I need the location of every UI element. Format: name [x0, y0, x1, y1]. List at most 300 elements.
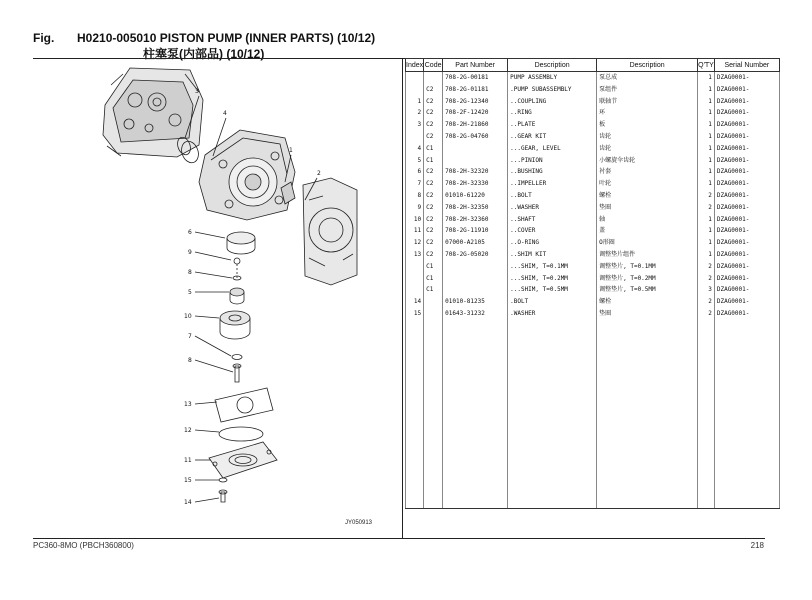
part-number-cell: 708-2H-32350: [443, 202, 508, 214]
empty-cell: [443, 497, 508, 509]
table-empty-row: [406, 343, 780, 355]
code-cell: C2: [424, 107, 443, 119]
table-row: [406, 166, 780, 178]
empty-cell: [508, 332, 597, 344]
serial-number-cell: DZAG0001-: [714, 96, 779, 108]
empty-cell: [597, 438, 698, 450]
empty-cell: [714, 485, 779, 497]
description-cell: ..COVER: [508, 225, 597, 237]
empty-cell: [406, 402, 424, 414]
table-row: [406, 84, 780, 96]
table-row: [406, 273, 780, 285]
diagram-label-15: 15: [184, 477, 192, 484]
table-empty-row: [406, 355, 780, 367]
qty-cell: 1: [698, 155, 715, 167]
description-cell: ...PINION: [508, 155, 597, 167]
col-description: Description: [508, 59, 597, 72]
index-cell: [406, 84, 424, 96]
index-cell: 9: [406, 202, 424, 214]
empty-cell: [698, 402, 715, 414]
description-cell: ..O-RING: [508, 237, 597, 249]
qty-cell: 2: [698, 308, 715, 320]
table-empty-row: [406, 332, 780, 344]
empty-cell: [406, 379, 424, 391]
empty-cell: [406, 414, 424, 426]
part-number-cell: 708-2G-11910: [443, 225, 508, 237]
code-cell: C2: [424, 96, 443, 108]
empty-cell: [714, 332, 779, 344]
table-empty-row: [406, 438, 780, 450]
description-cell: .PUMP SUBASSEMBLY: [508, 84, 597, 96]
code-cell: C2: [424, 131, 443, 143]
description-cn-cell: 垫圈: [597, 308, 698, 320]
part-number-cell: [443, 284, 508, 296]
description-cell: ..GEAR KIT: [508, 131, 597, 143]
serial-number-cell: DZAG0001-: [714, 178, 779, 190]
empty-cell: [406, 485, 424, 497]
table-row: [406, 284, 780, 296]
empty-cell: [424, 332, 443, 344]
col-code: Code: [424, 59, 443, 72]
serial-number-cell: DZAG0001-: [714, 202, 779, 214]
description-cell: .BOLT: [508, 296, 597, 308]
empty-cell: [424, 414, 443, 426]
empty-cell: [597, 355, 698, 367]
description-cn-cell: 泵总成: [597, 72, 698, 84]
empty-cell: [424, 450, 443, 462]
qty-cell: 3: [698, 284, 715, 296]
empty-cell: [424, 320, 443, 332]
serial-number-cell: DZAG0001-: [714, 190, 779, 202]
empty-cell: [443, 461, 508, 473]
diagram-label-12: 12: [184, 427, 192, 434]
table-empty-row: [406, 497, 780, 509]
serial-number-cell: DZAG0001-: [714, 273, 779, 285]
empty-cell: [508, 391, 597, 403]
empty-cell: [508, 426, 597, 438]
empty-cell: [424, 402, 443, 414]
description-cell: ..SHAFT: [508, 214, 597, 226]
empty-cell: [698, 450, 715, 462]
serial-number-cell: DZAG0001-: [714, 119, 779, 131]
serial-number-cell: DZAG0001-: [714, 107, 779, 119]
col-part-number: Part Number: [443, 59, 508, 72]
index-cell: 15: [406, 308, 424, 320]
code-cell: [424, 296, 443, 308]
description-cn-cell: O形圈: [597, 237, 698, 249]
empty-cell: [698, 426, 715, 438]
qty-cell: 1: [698, 119, 715, 131]
bottom-rule: [33, 538, 765, 539]
empty-cell: [698, 320, 715, 332]
empty-cell: [714, 355, 779, 367]
code-cell: C1: [424, 143, 443, 155]
empty-cell: [597, 461, 698, 473]
empty-cell: [508, 485, 597, 497]
empty-cell: [714, 438, 779, 450]
table-row: [406, 72, 780, 84]
part-number-cell: 07000-A2105: [443, 237, 508, 249]
description-cell: ..SHIM KIT: [508, 249, 597, 261]
description-cell: ..BOLT: [508, 190, 597, 202]
diagram-label-13: 13: [184, 401, 192, 408]
description-cell: ..WASHER: [508, 202, 597, 214]
table-row: [406, 143, 780, 155]
description-cell: .WASHER: [508, 308, 597, 320]
col-index: Index: [406, 59, 424, 72]
table-empty-row: [406, 473, 780, 485]
part-number-cell: 708-2G-01181: [443, 84, 508, 96]
diagram-label-8a: 8: [188, 269, 192, 276]
part-number-cell: [443, 261, 508, 273]
code-cell: C2: [424, 166, 443, 178]
empty-cell: [443, 355, 508, 367]
empty-cell: [424, 438, 443, 450]
qty-cell: 1: [698, 131, 715, 143]
empty-cell: [406, 320, 424, 332]
table-row: [406, 190, 780, 202]
empty-cell: [714, 426, 779, 438]
description-cn-cell: 齿轮: [597, 131, 698, 143]
serial-number-cell: DZAG0001-: [714, 296, 779, 308]
empty-cell: [406, 473, 424, 485]
page-title: H0210-005010 PISTON PUMP (INNER PARTS) (10/12): [77, 31, 376, 45]
empty-cell: [508, 461, 597, 473]
table-empty-row: [406, 414, 780, 426]
table-empty-row: [406, 485, 780, 497]
serial-number-cell: DZAG0001-: [714, 84, 779, 96]
code-cell: [424, 308, 443, 320]
page-subtitle: 柱塞泵(内部品) (10/12): [143, 47, 265, 61]
table-empty-row: [406, 320, 780, 332]
table-row: [406, 119, 780, 131]
empty-cell: [508, 497, 597, 509]
empty-cell: [597, 497, 698, 509]
serial-number-cell: DZAG0001-: [714, 308, 779, 320]
drawing-code: JY050913: [345, 520, 373, 526]
empty-cell: [443, 450, 508, 462]
empty-cell: [406, 367, 424, 379]
description-cn-cell: 衬套: [597, 166, 698, 178]
code-cell: C2: [424, 202, 443, 214]
empty-cell: [424, 426, 443, 438]
description-cn-cell: 叶轮: [597, 178, 698, 190]
empty-cell: [424, 485, 443, 497]
empty-cell: [698, 414, 715, 426]
empty-cell: [698, 438, 715, 450]
index-cell: 12: [406, 237, 424, 249]
qty-cell: 1: [698, 166, 715, 178]
part-number-cell: 01010-61220: [443, 190, 508, 202]
table-row: [406, 214, 780, 226]
empty-cell: [424, 355, 443, 367]
part-number-cell: 708-2G-05020: [443, 249, 508, 261]
index-cell: 4: [406, 143, 424, 155]
index-cell: [406, 284, 424, 296]
description-cn-cell: 调整垫片, T=0.1MM: [597, 261, 698, 273]
empty-cell: [508, 438, 597, 450]
serial-number-cell: DZAG0001-: [714, 284, 779, 296]
serial-number-cell: DZAG0001-: [714, 72, 779, 84]
description-cell: ...GEAR, LEVEL: [508, 143, 597, 155]
diagram-label-2: 2: [317, 170, 321, 177]
empty-cell: [714, 402, 779, 414]
table-row: [406, 261, 780, 273]
index-cell: 14: [406, 296, 424, 308]
table-empty-row: [406, 450, 780, 462]
empty-cell: [597, 473, 698, 485]
table-header-row: [406, 59, 780, 72]
serial-number-cell: DZAG0001-: [714, 249, 779, 261]
table-row: [406, 107, 780, 119]
empty-cell: [406, 450, 424, 462]
empty-cell: [443, 473, 508, 485]
index-cell: 6: [406, 166, 424, 178]
empty-cell: [597, 402, 698, 414]
index-cell: [406, 273, 424, 285]
code-cell: C2: [424, 214, 443, 226]
qty-cell: 1: [698, 72, 715, 84]
empty-cell: [508, 355, 597, 367]
center-divider: [402, 58, 403, 538]
qty-cell: 1: [698, 178, 715, 190]
empty-cell: [597, 343, 698, 355]
empty-cell: [443, 320, 508, 332]
empty-cell: [424, 497, 443, 509]
description-cell: ...SHIM, T=0.2MM: [508, 273, 597, 285]
qty-cell: 2: [698, 202, 715, 214]
diagram-label-4: 4: [223, 110, 227, 117]
description-cn-cell: 轴: [597, 214, 698, 226]
code-cell: C1: [424, 261, 443, 273]
diagram-label-8b: 8: [188, 357, 192, 364]
diagram-label-9: 9: [188, 249, 192, 256]
description-cn-cell: 调整垫片, T=0.5MM: [597, 284, 698, 296]
empty-cell: [406, 332, 424, 344]
description-cn-cell: 螺栓: [597, 190, 698, 202]
description-cn-cell: 小螺旋伞齿轮: [597, 155, 698, 167]
description-cn-cell: 调整垫片组件: [597, 249, 698, 261]
description-cn-cell: 齿轮: [597, 143, 698, 155]
empty-cell: [508, 473, 597, 485]
description-cell: ..BUSHING: [508, 166, 597, 178]
qty-cell: 1: [698, 237, 715, 249]
table-row: [406, 178, 780, 190]
code-cell: C1: [424, 273, 443, 285]
empty-cell: [597, 450, 698, 462]
table-row: [406, 249, 780, 261]
serial-number-cell: DZAG0001-: [714, 143, 779, 155]
table-row: [406, 237, 780, 249]
code-cell: [424, 72, 443, 84]
empty-cell: [424, 391, 443, 403]
parts-table: [405, 58, 780, 509]
description-cell: ..COUPLING: [508, 96, 597, 108]
empty-cell: [714, 497, 779, 509]
part-number-cell: 01643-31232: [443, 308, 508, 320]
table-row: [406, 155, 780, 167]
description-cell: ...SHIM, T=0.1MM: [508, 261, 597, 273]
description-cell: ..RING: [508, 107, 597, 119]
empty-cell: [597, 426, 698, 438]
parts-table-body: [406, 72, 780, 509]
diagram-label-3: 3: [195, 88, 199, 95]
empty-cell: [508, 367, 597, 379]
table-row: [406, 96, 780, 108]
col-description-cn: Description: [597, 59, 698, 72]
table-row: [406, 131, 780, 143]
empty-cell: [508, 320, 597, 332]
col-qty: Q'TY: [698, 59, 715, 72]
empty-cell: [714, 379, 779, 391]
empty-cell: [443, 402, 508, 414]
empty-cell: [424, 461, 443, 473]
empty-cell: [698, 391, 715, 403]
serial-number-cell: DZAG0001-: [714, 237, 779, 249]
index-cell: 2: [406, 107, 424, 119]
qty-cell: 1: [698, 143, 715, 155]
index-cell: [406, 131, 424, 143]
part-number-cell: 01010-81235: [443, 296, 508, 308]
diagram-label-7: 7: [188, 333, 192, 340]
code-cell: C2: [424, 237, 443, 249]
qty-cell: 1: [698, 225, 715, 237]
description-cn-cell: 调整垫片, T=0.2MM: [597, 273, 698, 285]
qty-cell: 1: [698, 107, 715, 119]
empty-cell: [698, 485, 715, 497]
part-number-cell: 708-2G-04760: [443, 131, 508, 143]
part-number-cell: 708-2G-12340: [443, 96, 508, 108]
empty-cell: [424, 473, 443, 485]
empty-cell: [714, 461, 779, 473]
empty-cell: [443, 379, 508, 391]
diagram-label-14: 14: [184, 499, 192, 506]
code-cell: C2: [424, 249, 443, 261]
part-number-cell: 708-2H-32330: [443, 178, 508, 190]
empty-cell: [443, 485, 508, 497]
exploded-parts-diagram: [95, 60, 395, 530]
empty-cell: [597, 332, 698, 344]
code-cell: C2: [424, 225, 443, 237]
empty-cell: [508, 402, 597, 414]
empty-cell: [508, 450, 597, 462]
empty-cell: [597, 367, 698, 379]
empty-cell: [714, 343, 779, 355]
part-number-cell: 708-2F-12420: [443, 107, 508, 119]
description-cn-cell: 螺栓: [597, 296, 698, 308]
empty-cell: [508, 414, 597, 426]
qty-cell: 1: [698, 214, 715, 226]
empty-cell: [714, 320, 779, 332]
empty-cell: [443, 426, 508, 438]
serial-number-cell: DZAG0001-: [714, 155, 779, 167]
part-number-cell: 708-2H-32320: [443, 166, 508, 178]
description-cn-cell: 联轴节: [597, 96, 698, 108]
footer-model: PC360-8MO (PBCH360800): [33, 541, 134, 550]
empty-cell: [443, 332, 508, 344]
empty-cell: [406, 343, 424, 355]
empty-cell: [698, 367, 715, 379]
figure-label: Fig.: [33, 31, 55, 45]
empty-cell: [406, 426, 424, 438]
description-cn-cell: 板: [597, 119, 698, 131]
qty-cell: 1: [698, 96, 715, 108]
index-cell: [406, 72, 424, 84]
empty-cell: [714, 450, 779, 462]
empty-cell: [406, 391, 424, 403]
description-cn-cell: 泵组件: [597, 84, 698, 96]
code-cell: C2: [424, 190, 443, 202]
index-cell: 1: [406, 96, 424, 108]
empty-cell: [443, 391, 508, 403]
part-number-cell: 708-2H-32360: [443, 214, 508, 226]
empty-cell: [714, 414, 779, 426]
empty-cell: [698, 343, 715, 355]
footer-page-number: 218: [750, 541, 764, 550]
empty-cell: [597, 414, 698, 426]
empty-cell: [714, 391, 779, 403]
empty-cell: [508, 379, 597, 391]
part-number-cell: 708-2G-00181: [443, 72, 508, 84]
part-number-cell: [443, 143, 508, 155]
empty-cell: [597, 485, 698, 497]
part-number-cell: [443, 273, 508, 285]
empty-cell: [597, 391, 698, 403]
code-cell: C1: [424, 284, 443, 296]
diagram-label-6: 6: [188, 229, 192, 236]
index-cell: 5: [406, 155, 424, 167]
table-row: [406, 202, 780, 214]
description-cell: ..IMPELLER: [508, 178, 597, 190]
empty-cell: [424, 367, 443, 379]
qty-cell: 1: [698, 249, 715, 261]
empty-cell: [406, 497, 424, 509]
index-cell: 11: [406, 225, 424, 237]
serial-number-cell: DZAG0001-: [714, 166, 779, 178]
serial-number-cell: DZAG0001-: [714, 261, 779, 273]
table-empty-row: [406, 367, 780, 379]
diagram-label-10: 10: [184, 313, 192, 320]
code-cell: C2: [424, 84, 443, 96]
qty-cell: 2: [698, 261, 715, 273]
empty-cell: [508, 343, 597, 355]
empty-cell: [698, 497, 715, 509]
empty-cell: [406, 461, 424, 473]
description-cn-cell: 环: [597, 107, 698, 119]
empty-cell: [597, 379, 698, 391]
serial-number-cell: DZAG0001-: [714, 214, 779, 226]
diagram-label-11: 11: [184, 457, 192, 464]
col-serial-number: Serial Number: [714, 59, 779, 72]
empty-cell: [698, 473, 715, 485]
empty-cell: [597, 320, 698, 332]
empty-cell: [698, 379, 715, 391]
empty-cell: [424, 343, 443, 355]
index-cell: 8: [406, 190, 424, 202]
serial-number-cell: DZAG0001-: [714, 131, 779, 143]
empty-cell: [698, 355, 715, 367]
empty-cell: [443, 414, 508, 426]
qty-cell: 2: [698, 296, 715, 308]
serial-number-cell: DZAG0001-: [714, 225, 779, 237]
code-cell: C2: [424, 178, 443, 190]
empty-cell: [443, 343, 508, 355]
empty-cell: [698, 461, 715, 473]
table-empty-row: [406, 402, 780, 414]
index-cell: 13: [406, 249, 424, 261]
code-cell: C2: [424, 119, 443, 131]
qty-cell: 2: [698, 273, 715, 285]
